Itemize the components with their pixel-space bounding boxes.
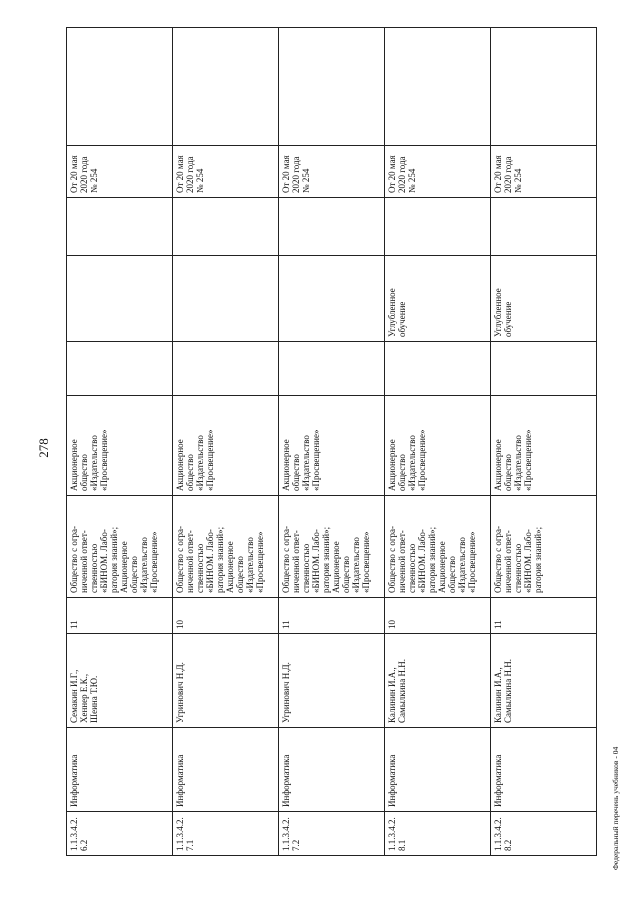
cell-empty	[173, 342, 279, 396]
cell-level: Углубленное обучение	[491, 256, 597, 342]
cell-grade: 10	[173, 598, 279, 634]
cell-num: 1.1.3.4.2.6.2	[67, 812, 173, 856]
cell-grade: 11	[67, 598, 173, 634]
textbook-table	[66, 27, 597, 856]
cell-empty	[491, 198, 597, 256]
cell-level: Углубленное обучение	[385, 256, 491, 342]
cell-maker: Общество с огра- ниченной ответ- ственностью «БИНОМ. Лабо- ратория знаний»; Акционерное общество «Издательство «Просвещение»	[385, 496, 491, 598]
cell-order: От 20 мая 2020 года № 254	[173, 146, 279, 198]
cell-empty	[67, 198, 173, 256]
cell-empty	[173, 198, 279, 256]
cell-subject: Информатика	[67, 728, 173, 812]
table-row	[173, 28, 279, 856]
cell-num: 1.1.3.4.2.7.2	[279, 812, 385, 856]
cell-empty	[385, 198, 491, 256]
cell-order: От 20 мая 2020 года № 254	[279, 146, 385, 198]
cell-order: От 20 мая 2020 года № 254	[67, 146, 173, 198]
cell-empty	[279, 28, 385, 146]
cell-authors: Угринович Н.Д.	[279, 634, 385, 728]
cell-level	[67, 256, 173, 342]
cell-publisher: Акционерное общество «Издательство «Просвещение»	[173, 396, 279, 496]
cell-empty	[279, 198, 385, 256]
page-footer: Федеральный перечень учебников - 04	[611, 746, 620, 870]
table-row	[385, 28, 491, 856]
cell-publisher: Акционерное общество «Издательство «Просвещение»	[279, 396, 385, 496]
cell-empty	[279, 342, 385, 396]
cell-empty	[491, 342, 597, 396]
cell-num: 1.1.3.4.2.8.1	[385, 812, 491, 856]
cell-grade: 11	[279, 598, 385, 634]
cell-subject: Информатика	[491, 728, 597, 812]
cell-grade: 10	[385, 598, 491, 634]
cell-maker: Общество с огра- ниченной ответ- ственностью «БИНОМ. Лабо- ратория знаний»; Акционерное общество «Издательство «Просвещение»	[173, 496, 279, 598]
cell-maker: Общество с огра- ниченной ответ- ственностью «БИНОМ. Лабо- ратория знаний»; Акционерное общество «Издательство «Просвещение»	[279, 496, 385, 598]
cell-authors: Калинин И.А., Самылкина Н.Н.	[491, 634, 597, 728]
cell-order: От 20 мая 2020 года № 254	[385, 146, 491, 198]
cell-num: 1.1.3.4.2.7.1	[173, 812, 279, 856]
textbook-table-rotated	[66, 28, 596, 856]
cell-grade: 11	[491, 598, 597, 634]
cell-empty	[67, 28, 173, 146]
cell-publisher: Акционерное общество «Издательство «Просвещение»	[491, 396, 597, 496]
cell-empty	[173, 28, 279, 146]
page-number: 278	[36, 438, 51, 458]
cell-subject: Информатика	[279, 728, 385, 812]
cell-subject: Информатика	[173, 728, 279, 812]
cell-publisher: Акционерное общество «Издательство «Просвещение»	[385, 396, 491, 496]
cell-authors: Угринович Н.Д.	[173, 634, 279, 728]
cell-num: 1.1.3.4.2.8.2	[491, 812, 597, 856]
cell-empty	[491, 28, 597, 146]
cell-authors: Калинин И.А., Самылкина Н.Н.	[385, 634, 491, 728]
cell-maker: Общество с огра- ниченной ответ- ственностью «БИНОМ. Лабо- ратория знаний»; Акционерное общество «Издательство «Просвещение»	[67, 496, 173, 598]
cell-empty	[385, 342, 491, 396]
cell-empty	[67, 342, 173, 396]
cell-authors: Семакин И.Г., Хеннер Е.К., Шеина Т.Ю.	[67, 634, 173, 728]
cell-subject: Информатика	[385, 728, 491, 812]
cell-order: От 20 мая 2020 года № 254	[491, 146, 597, 198]
cell-level	[279, 256, 385, 342]
table-row	[491, 28, 597, 856]
table-row	[279, 28, 385, 856]
cell-maker: Общество с огра- ниченной ответ- ственностью «БИНОМ. Лабо- ратория знаний»;	[491, 496, 597, 598]
cell-publisher: Акционерное общество «Издательство «Просвещение»	[67, 396, 173, 496]
table-row	[67, 28, 173, 856]
cell-empty	[385, 28, 491, 146]
cell-level	[173, 256, 279, 342]
